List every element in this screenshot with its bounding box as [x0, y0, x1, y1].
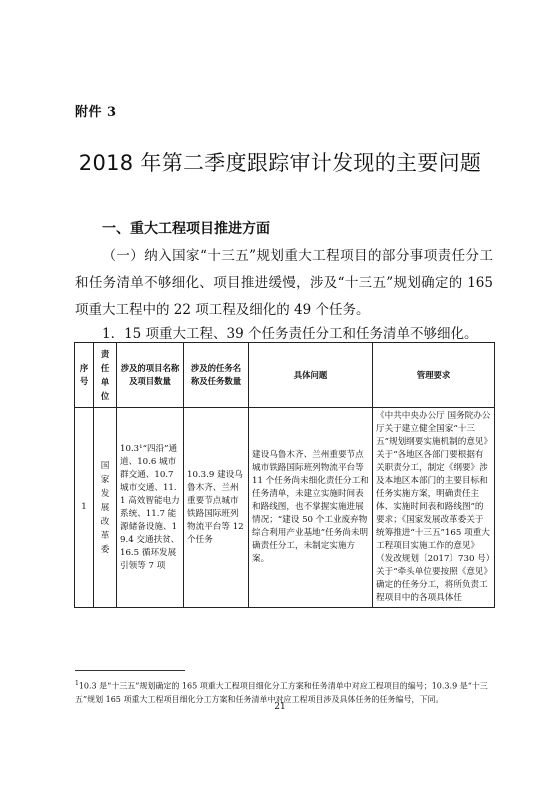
col-header-tasks: 涉及的任务名称及任务数量: [184, 343, 249, 408]
col-header-unit: 责任单位: [94, 343, 117, 408]
intro-paragraph-text: （一）纳入国家“十三五”规划重大工程项目的部分事项责任分工和任务清单不够细化、项目推进缓慢，涉及“十三五”规划确定的 165 项重大工程中的 22 项工程及细化的 49 个任务。: [75, 248, 493, 318]
table-header-row: [75, 343, 495, 408]
page-title: 2018 年第二季度跟踪审计发现的主要问题: [78, 151, 482, 175]
cell-unit: 国家发展改革委: [94, 408, 117, 608]
subsection-heading: 1．15 项重大工程、39 个任务责任分工和任务清单不够细化。: [102, 326, 478, 342]
col-header-no: 序号: [75, 343, 94, 408]
cell-tasks: 10.3.9 建设乌鲁木齐、兰州重要节点城市铁路国际班列物流平台等 12 个任务: [184, 408, 249, 608]
cell-projects: 10.3¹“四沿”通道、10.6 城市群交通、10.7 城市交通、11.1 高效智能电力系统、11.7 能源储备设施、19.4 交通扶贫、16.5 循环发展引领等 7 项: [117, 408, 184, 608]
footnote-rule: [75, 670, 185, 671]
attachment-label: 附件 3: [75, 105, 117, 120]
col-header-requirement: 管理要求: [373, 343, 495, 408]
footnote-text: 10.3 是“十三五”规划确定的 165 项重大工程项目细化分工方案和任务清单中对应工程项目的编号；10.3.9 是“十三五”规划 165 项重大工程项目细化分工方案和任务清单中对应工程项目涉及具体任务的任务编号，下同。: [75, 681, 488, 704]
section-heading: 一、重大工程项目推进方面: [102, 221, 270, 237]
issues-table: [74, 342, 495, 608]
intro-paragraph: [75, 243, 493, 324]
cell-requirement: 《中共中央办公厅 国务院办公厅关于建立健全国家“十三五”规划纲要实施机制的意见》关于“各地区各部门要根据有关职责分工，制定《纲要》涉及本地区本部门的主要目标和任务实施方案，明确责任主体、实施时间表和路线图”的要求；《国家发展改革委关于统筹推进“十三五”165 项重大工程项目实施工作的意见》（发改规划〔2017〕730 号）关于“牵头单位要按照《意见》确定的任务分工，将所负责工程项目中的各项具体任: [373, 408, 495, 608]
cell-issue: 建设乌鲁木齐、兰州重要节点城市铁路国际班列物流平台等 11 个任务尚未细化责任分工和任务清单，未建立实施时间表和路线图，也不掌握实施进展情况；“建设 50 个工业废弃物综合利用产业基地”任务尚未明确责任分工，未制定实施方案。: [249, 408, 373, 608]
page-number: 21: [274, 702, 286, 712]
col-header-issue: 具体问题: [249, 343, 373, 408]
table-row: [75, 408, 495, 608]
cell-no: 1: [75, 408, 94, 608]
col-header-projects: 涉及的项目名称及项目数量: [117, 343, 184, 408]
footnote-mark: 1: [75, 680, 79, 687]
